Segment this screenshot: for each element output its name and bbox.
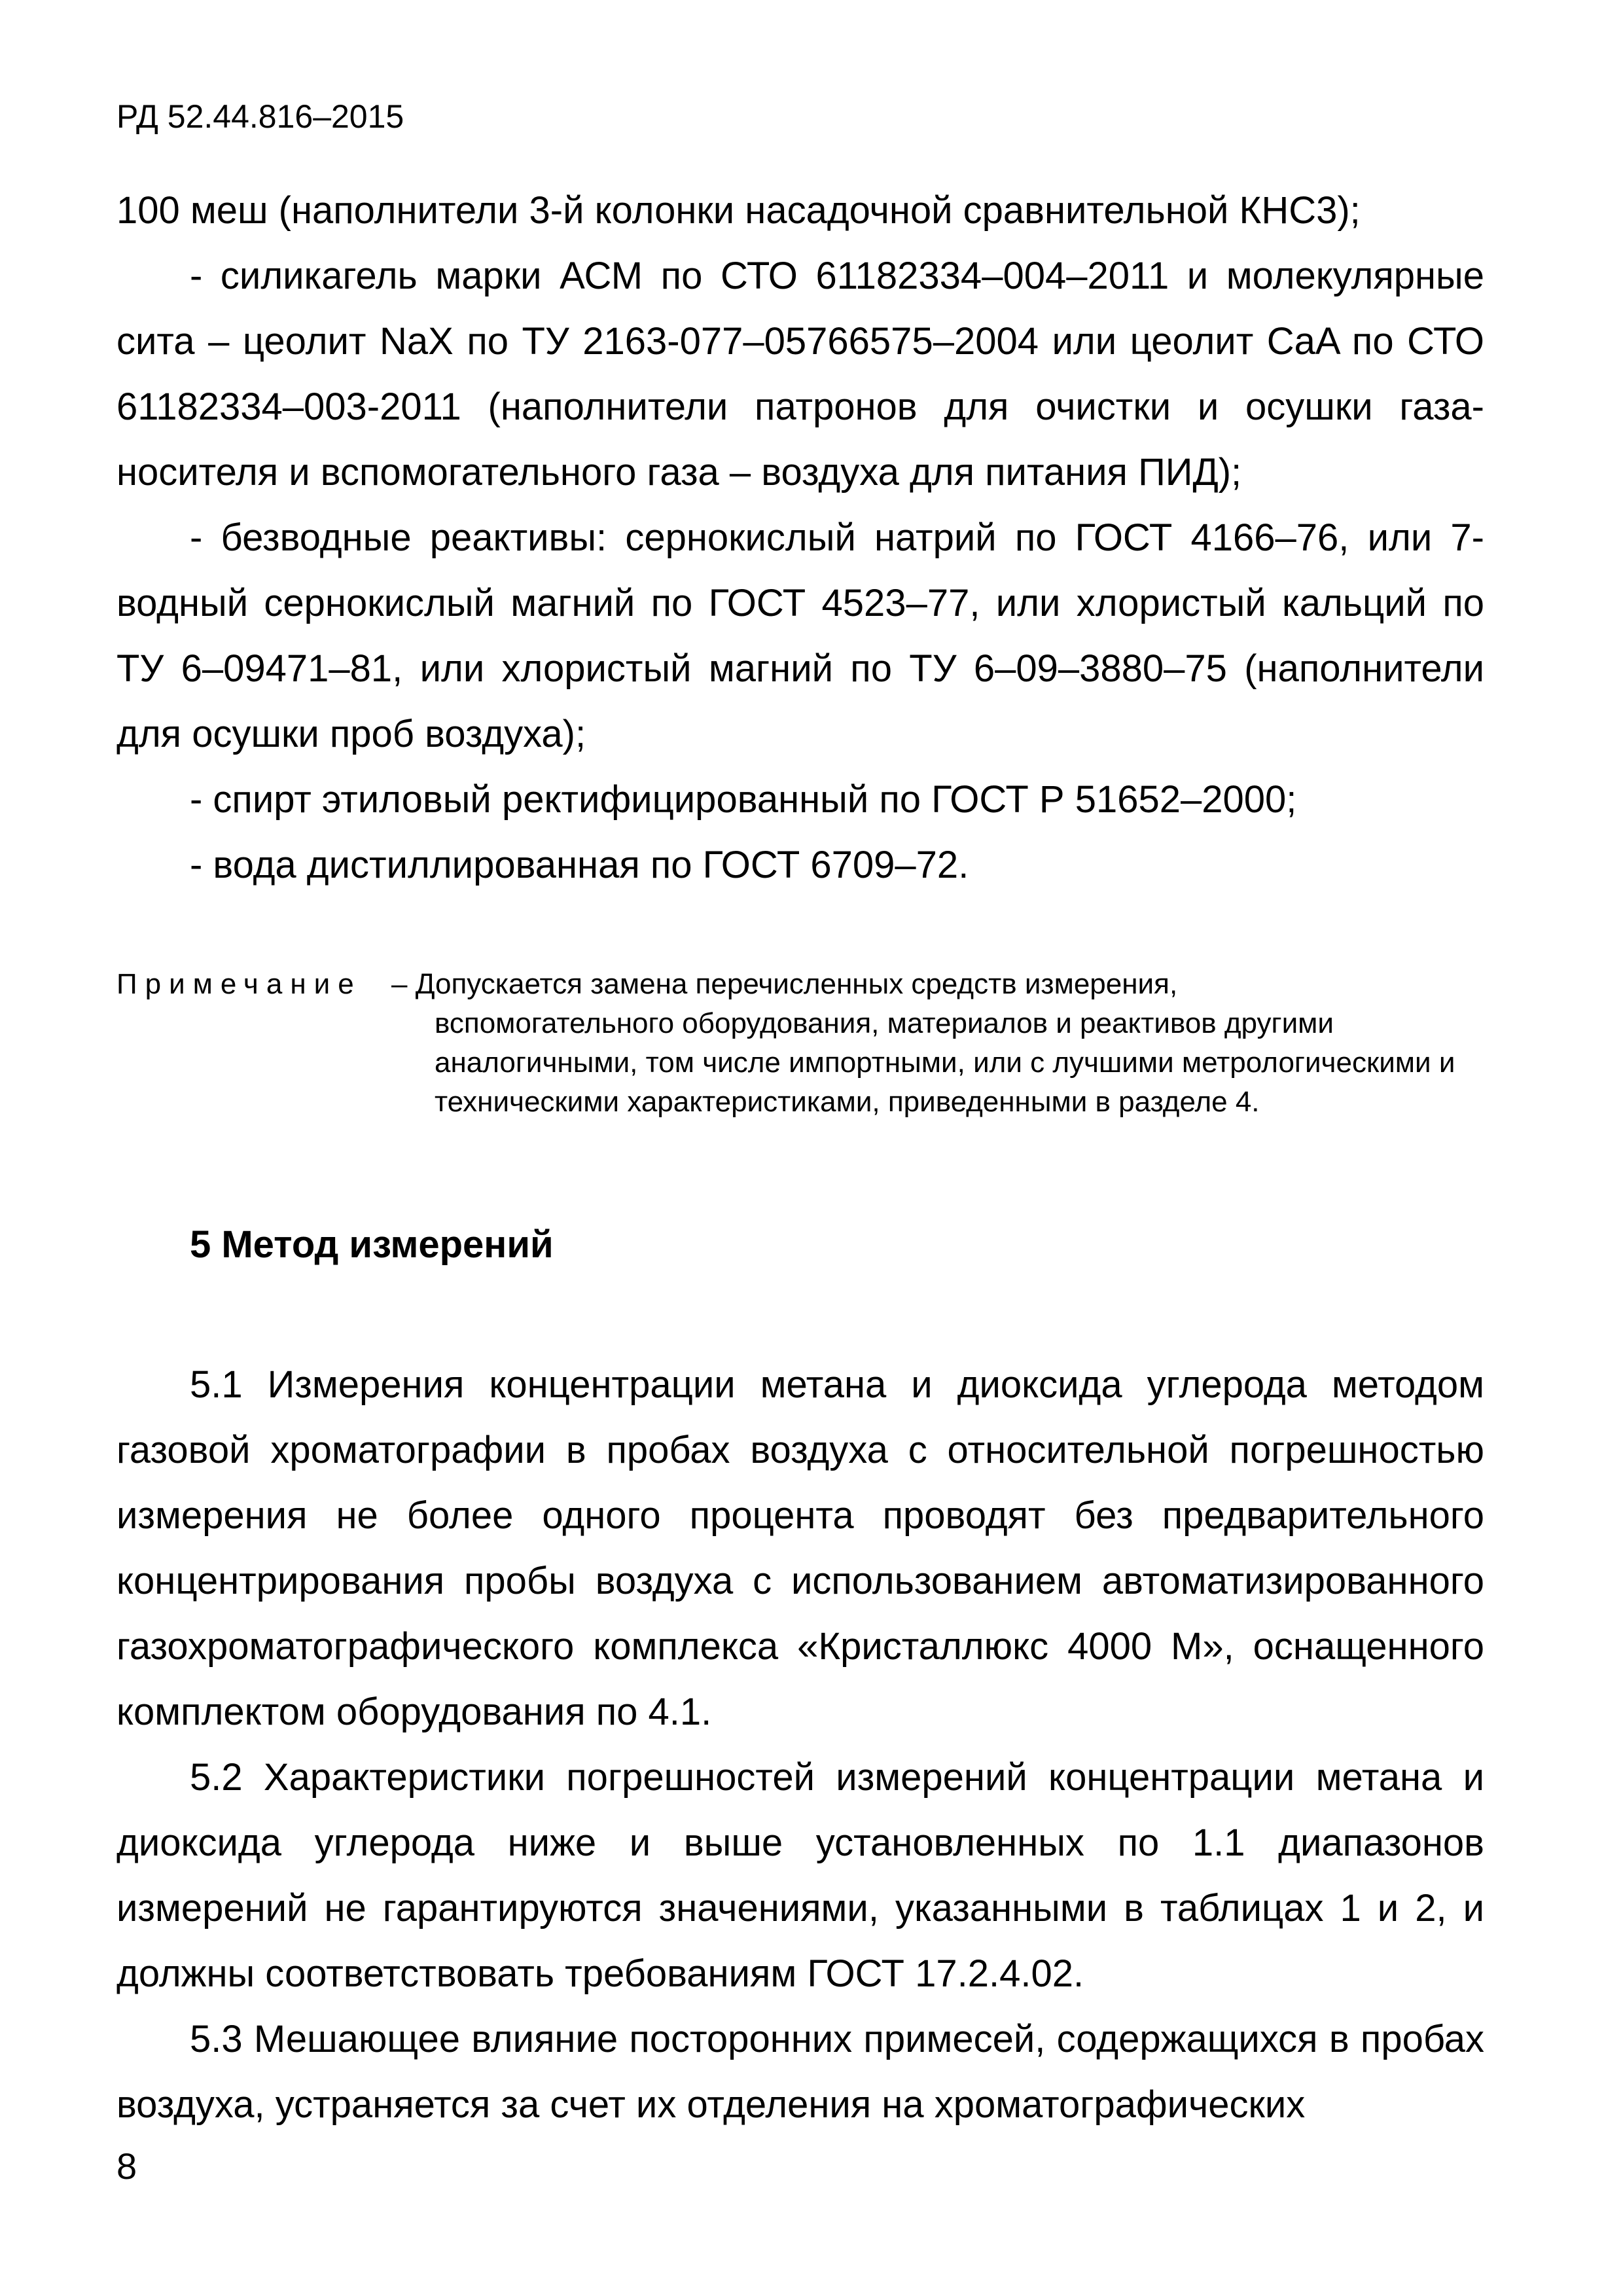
section-title: 5 Метод измерений: [190, 1223, 554, 1266]
note-block: [116, 965, 1491, 1118]
list-item: 100 меш (наполнители 3-й колонки насадочной сравнительной КНС3);: [116, 189, 1361, 232]
note-first-line: – Допускается замена перечисленных средств измерения,: [391, 968, 1178, 1000]
paragraph: 5.1 Измерения концентрации метана и диоксида углерода методом газовой хроматографии в пробах воздуха с относительной погрешностью измерения не более одного процента проводят без предварительного концентрирования пробы воздуха с использованием автоматизированного газохроматографического комплекса «Кристаллюкс 4000 М», оснащенного комплектом оборудования по 4.1.: [116, 1363, 1484, 1733]
page-number: 8: [116, 2145, 137, 2187]
list-item: - спирт этиловый ректифицированный по ГОСТ Р 51652–2000;: [190, 778, 1297, 821]
document-code-header: РД 52.44.816–2015: [116, 98, 404, 135]
list-item: - безводные реактивы: сернокислый натрий по ГОСТ 4166–76, или 7-водный сернокислый магний по ГОСТ 4523–77, или хлористый кальций по ТУ 6–09471–81, или хлористый магний по ТУ 6–09–3880–75 (наполнители для осушки проб воздуха);: [116, 516, 1484, 755]
note-label: Примечание: [116, 968, 362, 1000]
section-body: [116, 1352, 1484, 2138]
list-item: - вода дистиллированная по ГОСТ 6709–72.: [190, 844, 969, 886]
paragraph: 5.3 Мешающее влияние посторонних примесей, содержащихся в пробах воздуха, устраняется за счет их отделения на хроматографических: [116, 2018, 1484, 2126]
materials-list-block: [116, 178, 1484, 898]
note-text: вспомогательного оборудования, материалов и реактивов другими аналогичными, том числе импортными, или с лучшими метрологическими и техническими характеристиками, приведенными в разделе 4.: [435, 1007, 1455, 1118]
paragraph: 5.2 Характеристики погрешностей измерений концентрации метана и диоксида углерода ниже и выше установленных по 1.1 диапазонов измерений не гарантируются значениями, указанными в таблицах 1 и 2, и должны соответствовать требованиям ГОСТ 17.2.4.02.: [116, 1756, 1484, 1995]
list-item: - силикагель марки АСМ по СТО 61182334–004–2011 и молекулярные сита – цеолит NaX по ТУ 2163-077–05766575–2004 или цеолит CaA по СТО 61182334–003-2011 (наполнители патронов для очистки и осушки газа-носителя и вспомогательного газа – воздуха для питания ПИД);: [116, 255, 1484, 493]
